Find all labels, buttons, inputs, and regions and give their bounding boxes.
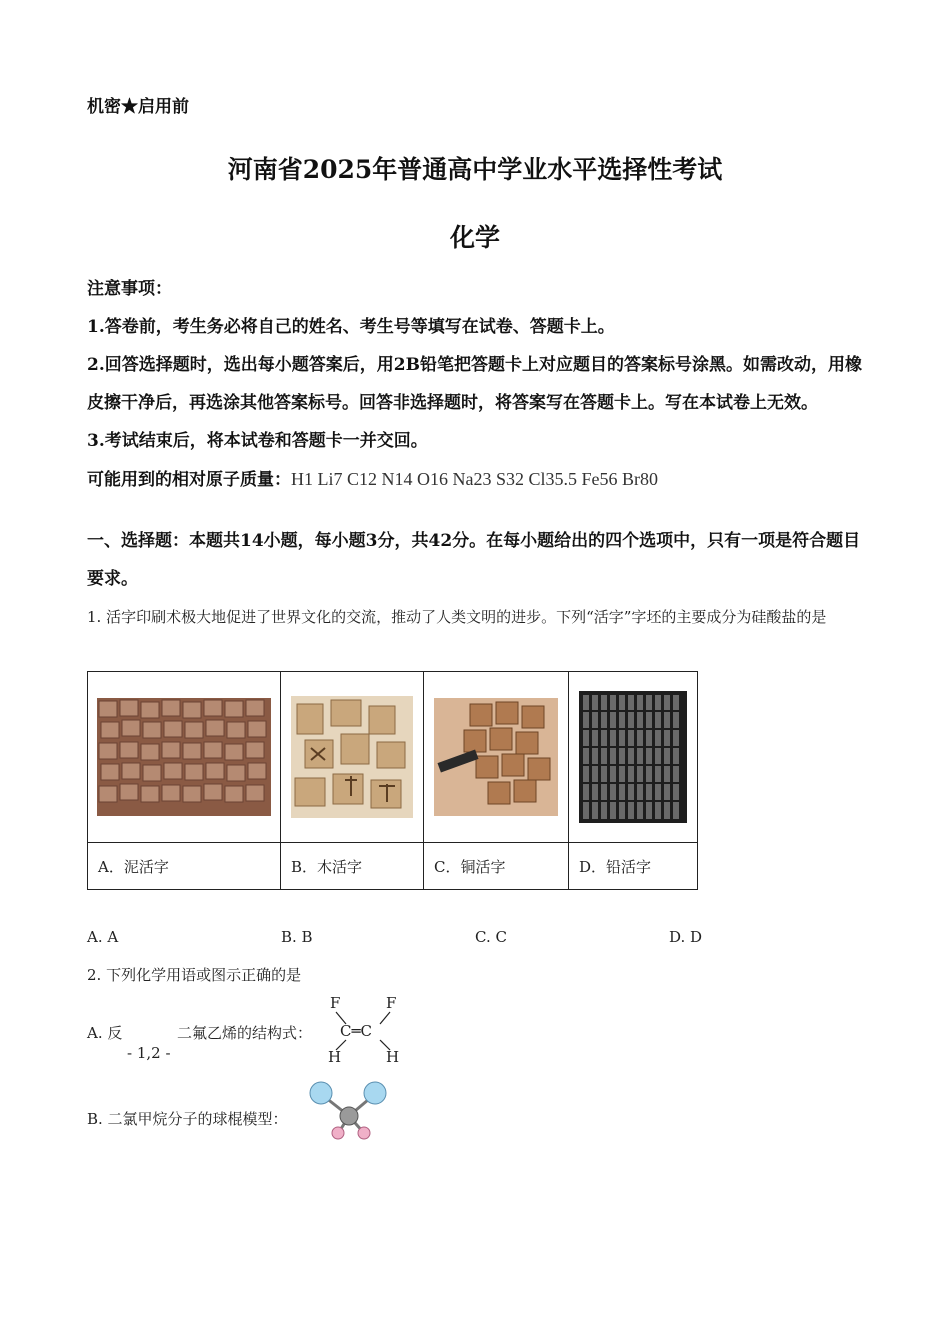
option-label-c: C．铜活字 — [424, 843, 569, 890]
copper-type-photo — [434, 698, 558, 816]
question-2-stem: 2. 下列化学用语或图示正确的是 — [87, 966, 302, 984]
chlorine-atom-left — [310, 1082, 332, 1104]
fluorine-left-atom: F — [330, 994, 341, 1012]
choice-a[interactable]: A. A — [87, 928, 119, 946]
wooden-type-photo — [291, 696, 413, 818]
exam-title: 河南省2025年普通高中学业水平选择性考试 — [227, 155, 723, 184]
confidential-label: 机密★启用前 — [87, 97, 189, 117]
choice-c[interactable]: C. C — [475, 928, 507, 946]
choice-d[interactable]: D. D — [669, 928, 703, 946]
notes-block — [87, 270, 877, 499]
question-1-option-table — [87, 671, 698, 890]
subject-title: 化学 — [449, 223, 500, 252]
atomic-masses — [87, 460, 877, 499]
q2-option-a-text: 二氟乙烯的结构式： — [177, 1024, 313, 1042]
choice-b[interactable]: B. B — [281, 928, 313, 946]
note-item-3: 3.考试结束后，将本试卷和答题卡一并交回。 — [87, 431, 428, 451]
hydrogen-atom-left — [332, 1127, 344, 1139]
carbon-double-bond: C═C — [340, 1022, 372, 1040]
fluorine-right-atom: F — [386, 994, 397, 1012]
notes-heading: 注意事项： — [87, 279, 172, 299]
option-label-b: B．木活字 — [281, 843, 424, 890]
clay-type-cell — [88, 672, 281, 843]
hydrogen-right-atom: H — [386, 1048, 400, 1064]
wooden-type-cell — [281, 672, 424, 843]
masses-values: H1 Li7 C12 N14 O16 Na23 S32 Cl35.5 Fe56 Br80 — [291, 469, 659, 489]
option-label-d: D．铅活字 — [569, 843, 698, 890]
question-1-stem: 1. 活字印刷术极大地促进了世界文化的交流，推动了人类文明的进步。下列“活字”字坯的主要成分为硅酸盐的是 — [87, 608, 827, 626]
q2-option-a-prefix: A. 反 — [87, 1024, 123, 1042]
dichloromethane-ball-stick-model — [303, 1078, 393, 1144]
note-item-2: 2.回答选择题时，选出每小题答案后，用2B铅笔把答题卡上对应题目的答案标号涂黑。如需改动，用橡皮擦干净后，再选涂其他答案标号。回答非选择题时，将答案写在答题卡上。写在本试卷上无效。 — [87, 355, 862, 413]
clay-type-photo — [97, 698, 271, 816]
lead-type-cell — [569, 672, 698, 843]
note-item-1: 1.答卷前，考生务必将自己的姓名、考生号等填写在试卷、答题卡上。 — [87, 317, 615, 337]
carbon-atom — [340, 1107, 358, 1125]
option-label-a: A．泥活字 — [88, 843, 281, 890]
chlorine-atom-right — [364, 1082, 386, 1104]
hydrogen-left-atom: H — [328, 1048, 342, 1064]
lead-type-photo — [579, 691, 687, 823]
q2-option-a-locant: - 1,2 - — [127, 1044, 171, 1062]
difluoroethylene-structure — [322, 992, 408, 1064]
copper-type-cell — [424, 672, 569, 843]
q2-option-b-text: B. 二氯甲烷分子的球棍模型： — [87, 1110, 288, 1128]
hydrogen-atom-right — [358, 1127, 370, 1139]
masses-label: 可能用到的相对原子质量： — [87, 470, 291, 490]
section-heading: 一、选择题：本题共14小题，每小题3分，共42分。在每小题给出的四个选项中，只有一项是符合题目要求。 — [87, 531, 861, 589]
